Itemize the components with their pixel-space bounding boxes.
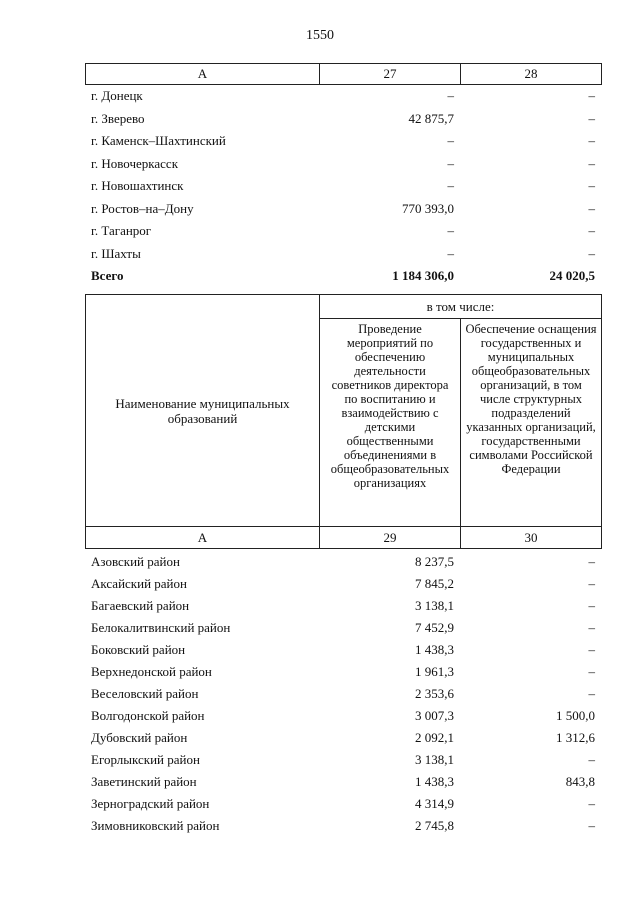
table-row — [85, 551, 601, 573]
table-row — [85, 573, 601, 595]
table-row — [85, 617, 601, 639]
table-row — [85, 175, 601, 198]
row-value-1: 3 138,1 — [415, 598, 454, 613]
row-value-1: 2 745,8 — [415, 818, 454, 833]
table-row — [85, 749, 601, 771]
table2-col-a: А — [86, 527, 320, 549]
row-name: г. Зверево — [91, 110, 145, 126]
table-row — [85, 130, 601, 153]
row-value-1: 2 353,6 — [415, 686, 454, 701]
row-name: г. Ростов–на–Дону — [91, 200, 194, 216]
row-name: Веселовский район — [91, 686, 199, 701]
row-value-2: – — [588, 818, 595, 833]
row-value-1: – — [447, 133, 454, 149]
table-row — [85, 793, 601, 815]
table2-col-29: 29 — [320, 527, 461, 549]
table-row — [85, 153, 601, 176]
row-value-1: 7 452,9 — [415, 620, 454, 635]
table1-header — [85, 63, 602, 85]
row-value-2: – — [588, 752, 595, 767]
row-value-2: 843,8 — [565, 774, 595, 789]
row-value-2: – — [588, 245, 595, 261]
row-value-2: – — [588, 686, 595, 701]
row-name: Волгодонской район — [91, 708, 205, 723]
table2-col29-description: Проведение мероприятий по обеспечению деятельности советников директора по воспитанию и взаимодействию с детскими общественными объединениями в общеобразовательных организациях — [320, 319, 461, 527]
table-row — [85, 198, 601, 221]
row-value-2: – — [588, 110, 595, 126]
page-number: 1550 — [306, 28, 334, 43]
row-name: г. Новочеркасск — [91, 155, 179, 171]
table1-body — [85, 85, 601, 288]
table-row — [85, 771, 601, 793]
row-value-2: – — [588, 223, 595, 239]
table2-body — [85, 551, 601, 837]
row-value-1: – — [447, 155, 454, 171]
table-row — [85, 108, 601, 131]
row-value-2: – — [588, 796, 595, 811]
row-value-1: – — [447, 223, 454, 239]
table2-group-header: в том числе: — [320, 295, 602, 319]
row-name: г. Новошахтинск — [91, 178, 184, 194]
row-value-1: – — [447, 178, 454, 194]
row-name: Заветинский район — [91, 774, 197, 789]
row-name: Багаевский район — [91, 598, 190, 613]
table-row — [85, 220, 601, 243]
row-value-2: – — [588, 155, 595, 171]
table-row — [85, 243, 601, 266]
table2-col30-description: Обеспечение оснащения государственных и муниципальных общеобразовательных организаций, в том числе структурных подразделений указанных организаций, государственными символами Российской Федерации — [461, 319, 602, 527]
total-value-1: 1 184 306,0 — [392, 268, 454, 284]
row-name: г. Донецк — [91, 88, 143, 104]
total-value-2: 24 020,5 — [549, 268, 595, 284]
row-value-2: – — [588, 554, 595, 569]
row-name: г. Таганрог — [91, 223, 152, 239]
row-name: Белокалитвинский район — [91, 620, 231, 635]
row-name: Зимовниковский район — [91, 818, 220, 833]
row-value-2: – — [588, 200, 595, 216]
row-value-1: 4 314,9 — [415, 796, 454, 811]
row-value-1: 770 393,0 — [402, 200, 454, 216]
total-label: Всего — [91, 268, 124, 284]
table-row — [85, 595, 601, 617]
table-row — [85, 683, 601, 705]
row-value-2: – — [588, 664, 595, 679]
table1-col-a: А — [86, 64, 320, 85]
table-row — [85, 85, 601, 108]
row-value-2: – — [588, 620, 595, 635]
row-value-1: – — [447, 245, 454, 261]
table1-col-27: 27 — [320, 64, 461, 85]
row-value-1: – — [447, 88, 454, 104]
table2-name-header: Наименование муниципальных образований — [86, 295, 320, 527]
table2-col-30: 30 — [461, 527, 602, 549]
row-name: г. Каменск–Шахтинский — [91, 133, 226, 149]
row-value-2: – — [588, 598, 595, 613]
row-value-1: 8 237,5 — [415, 554, 454, 569]
row-value-1: 3 007,3 — [415, 708, 454, 723]
table-row — [85, 661, 601, 683]
row-value-1: 2 092,1 — [415, 730, 454, 745]
row-value-1: 1 961,3 — [415, 664, 454, 679]
row-value-2: 1 500,0 — [556, 708, 595, 723]
row-value-2: 1 312,6 — [556, 730, 595, 745]
total-row — [85, 265, 601, 288]
row-value-1: 7 845,2 — [415, 576, 454, 591]
table1-col-28: 28 — [461, 64, 602, 85]
row-value-2: – — [588, 178, 595, 194]
row-name: Егорлыкский район — [91, 752, 200, 767]
row-value-2: – — [588, 88, 595, 104]
row-value-1: 1 438,3 — [415, 774, 454, 789]
table-row — [85, 705, 601, 727]
row-name: Зерноградский район — [91, 796, 210, 811]
row-name: Азовский район — [91, 554, 180, 569]
row-name: г. Шахты — [91, 245, 141, 261]
table-row — [85, 639, 601, 661]
row-name: Верхнедонской район — [91, 664, 212, 679]
row-value-1: 42 875,7 — [408, 110, 454, 126]
row-value-1: 3 138,1 — [415, 752, 454, 767]
table2-header — [85, 294, 602, 549]
row-value-2: – — [588, 133, 595, 149]
row-name: Боковский район — [91, 642, 186, 657]
row-value-2: – — [588, 642, 595, 657]
table-row — [85, 727, 601, 749]
row-name: Дубовский район — [91, 730, 188, 745]
row-name: Аксайский район — [91, 576, 187, 591]
row-value-2: – — [588, 576, 595, 591]
table-row — [85, 815, 601, 837]
row-value-1: 1 438,3 — [415, 642, 454, 657]
